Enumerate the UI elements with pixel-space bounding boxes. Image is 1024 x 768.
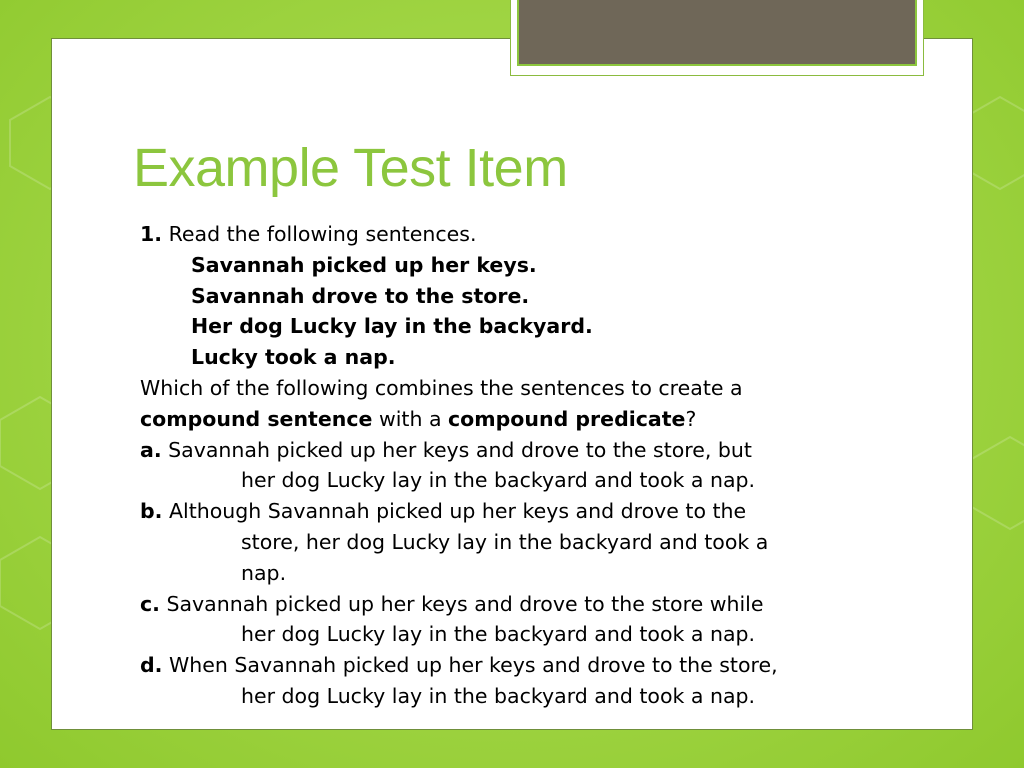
header-tab-frame bbox=[510, 0, 924, 76]
stem-question-mark: ? bbox=[685, 406, 697, 431]
option-c-letter: c. bbox=[140, 591, 160, 616]
stem-connector: with a bbox=[372, 406, 449, 431]
sentence-2: Savannah drove to the store. bbox=[191, 283, 530, 308]
option-d-line-1 bbox=[140, 650, 930, 681]
sentence-1: Savannah picked up her keys. bbox=[191, 252, 537, 277]
option-a-letter: a. bbox=[140, 437, 162, 462]
header-tab-block bbox=[517, 0, 917, 66]
option-b-letter: b. bbox=[140, 499, 163, 524]
question-prompt-line bbox=[140, 219, 930, 250]
option-b-text-1: Although Savannah picked up her keys and drove to the bbox=[162, 499, 747, 524]
option-c-text-1: Savannah picked up her keys and drove to the store while bbox=[159, 591, 764, 616]
option-c-line-2: her dog Lucky lay in the backyard and took a nap. bbox=[241, 622, 756, 647]
option-d-text-1: When Savannah picked up her keys and drove to the store, bbox=[162, 653, 778, 678]
question-prompt: Read the following sentences. bbox=[168, 222, 477, 246]
stem-term-compound-sentence: compound sentence bbox=[140, 406, 373, 431]
question-stem-line-2 bbox=[140, 404, 930, 435]
test-item-content bbox=[140, 219, 930, 712]
option-d-letter: d. bbox=[140, 653, 163, 678]
stem-term-compound-predicate: compound predicate bbox=[448, 406, 686, 431]
option-a-line-1 bbox=[140, 435, 930, 466]
question-stem-line-1: Which of the following combines the sentences to create a bbox=[140, 375, 743, 400]
slide-title: Example Test Item bbox=[133, 138, 568, 198]
option-d-line-2: her dog Lucky lay in the backyard and took a nap. bbox=[241, 683, 756, 708]
option-b-line-1 bbox=[140, 496, 930, 527]
option-a-line-2: her dog Lucky lay in the backyard and took a nap. bbox=[241, 468, 756, 493]
sentence-4: Lucky took a nap. bbox=[191, 345, 396, 370]
sentence-3: Her dog Lucky lay in the backyard. bbox=[191, 314, 593, 339]
option-b-line-2: store, her dog Lucky lay in the backyard and took a bbox=[241, 529, 769, 554]
option-b-line-3: nap. bbox=[241, 560, 287, 585]
option-a-text-1: Savannah picked up her keys and drove to the store, but bbox=[161, 437, 752, 462]
question-number: 1. bbox=[140, 222, 163, 246]
option-c-line-1 bbox=[140, 589, 930, 620]
